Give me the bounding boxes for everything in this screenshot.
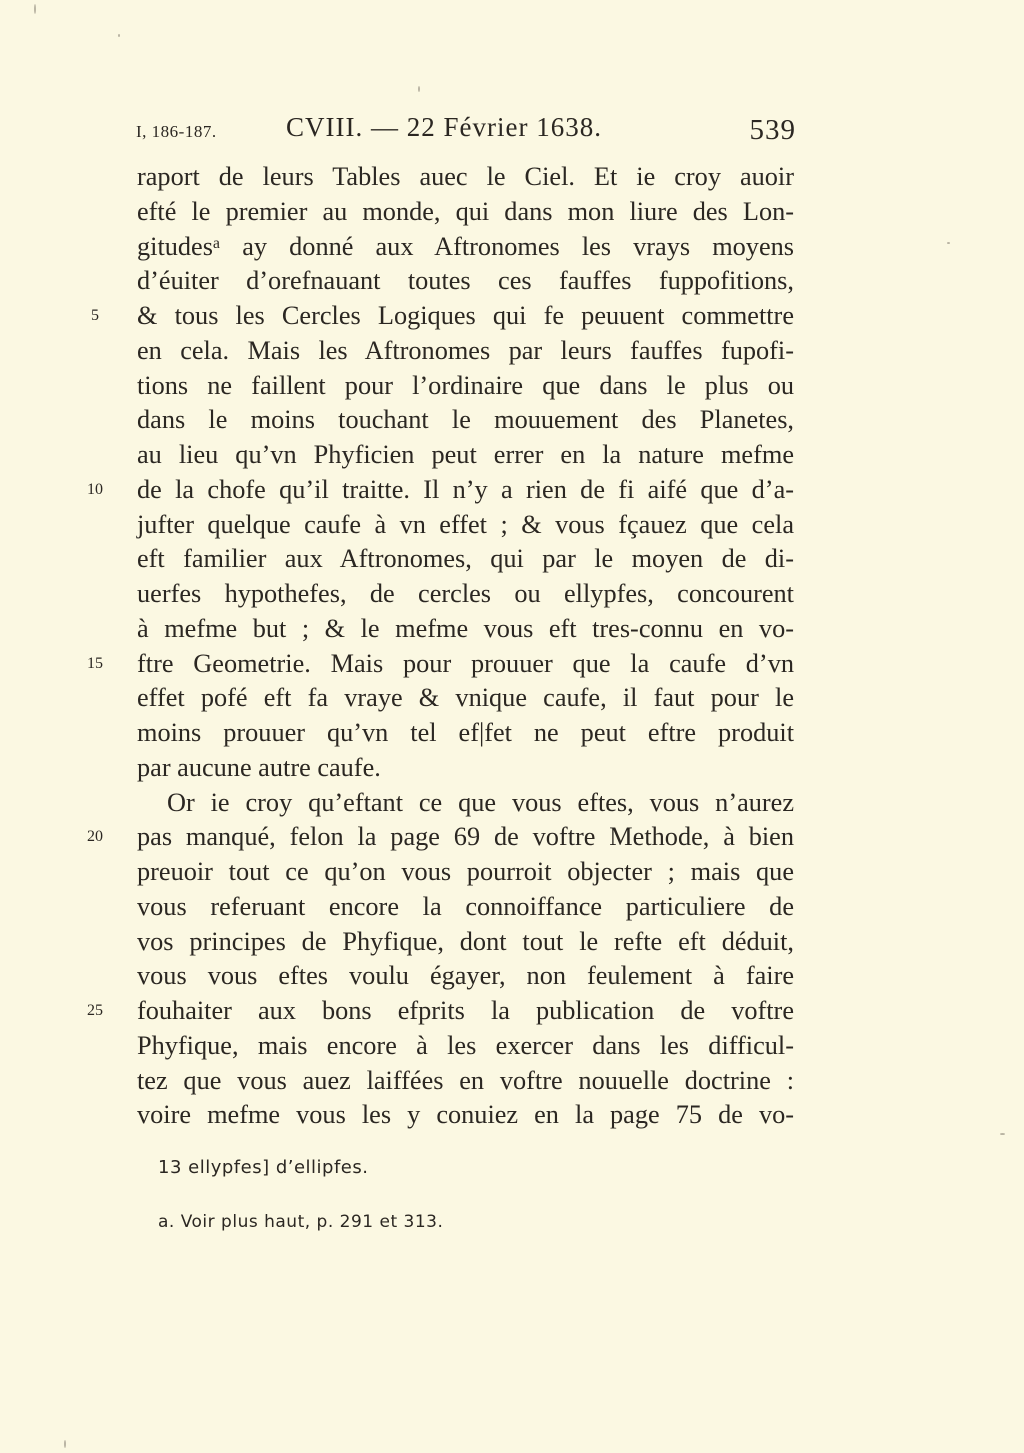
text-line — [137, 890, 794, 925]
text-line — [87, 647, 794, 682]
line-text: de la chofe qu’il traitte. Il n’y a rien de fi aifé que d’a- — [137, 474, 794, 504]
line-text: d’éuiter d’orefnauant toutes ces fauffes fuppofitions, — [137, 266, 794, 296]
paper-speck — [947, 242, 950, 244]
line-text: gitudesᵃ ay donné aux Aftronomes les vrays moyens — [137, 231, 794, 261]
text-line — [137, 264, 794, 299]
line-text: efté le premier au monde, qui dans mon liure des Lon- — [137, 196, 794, 226]
line-text: vous vous eftes voulu égayer, non feulement à faire — [137, 961, 794, 991]
text-line — [137, 959, 794, 994]
line-text: uerfes hypothefes, de cercles ou ellypfes, concourent — [137, 579, 794, 608]
line-text: vos principes de Phyfique, dont tout le refte eft déduit, — [137, 926, 794, 956]
text-line — [137, 716, 794, 751]
paper-speck — [118, 34, 120, 37]
line-text: Phyfique, mais encore à les exercer dans les difficul- — [137, 1030, 794, 1060]
text-line — [137, 786, 794, 821]
text-line — [137, 925, 794, 960]
line-text: voire mefme vous les y conuiez en la page 75 de vo- — [137, 1100, 794, 1130]
line-text: en cela. Mais les Aftronomes par leurs fauffes fupofi- — [137, 335, 794, 365]
line-text: par aucune autre caufe. — [137, 752, 381, 782]
text-line — [137, 612, 794, 647]
text-line — [137, 751, 794, 786]
line-text: dans le moins touchant le mouuement des Planetes, — [137, 405, 794, 435]
text-line — [87, 820, 794, 855]
line-text: moins prouuer qu’vn tel ef|fet ne peut eftre produit — [137, 718, 794, 747]
line-text: tez que vous auez laiffées en voftre nouuelle doctrine : — [137, 1065, 794, 1095]
text-line — [137, 855, 794, 890]
header-volume-ref: I, 186-187. — [136, 122, 217, 141]
footnote: a. Voir plus haut, p. 291 et 313. — [158, 1212, 444, 1232]
text-line — [137, 681, 794, 716]
text-line — [137, 1098, 794, 1133]
text-line — [87, 994, 794, 1029]
text-line — [137, 195, 794, 230]
paper-speck — [1000, 1133, 1005, 1135]
line-number: 5 — [91, 307, 99, 324]
text-line — [137, 508, 794, 543]
main-text-block — [87, 160, 794, 1133]
line-text: tions ne faillent pour l’ordinaire que dans le plus ou — [137, 370, 794, 400]
line-text: jufter quelque caufe à vn effet ; & vous fçauez que cela — [137, 509, 794, 539]
text-line — [137, 1029, 794, 1064]
paper-speck — [64, 1440, 66, 1448]
header-page-number: 539 — [749, 114, 796, 146]
variant-note: 13 ellypfes] d’ellipfes. — [158, 1157, 369, 1178]
line-text: à mefme but ; & le mefme vous eft tres-connu en vo- — [137, 613, 794, 643]
line-text: raport de leurs Tables auec le Ciel. Et ie croy auoir — [137, 162, 794, 191]
line-text: eft familier aux Aftronomes, qui par le moyen de di- — [137, 544, 794, 574]
text-line — [137, 542, 794, 577]
line-number: 25 — [87, 1002, 103, 1019]
text-line — [87, 473, 794, 508]
line-text: effet pofé eft fa vraye & vnique caufe, il faut pour le — [137, 683, 794, 713]
paper-speck — [418, 86, 420, 92]
line-text: Or ie croy qu’eftant ce que vous eftes, vous n’aurez — [167, 787, 794, 817]
line-text: au lieu qu’vn Phyficien peut errer en la nature mefme — [137, 440, 794, 469]
text-line — [137, 230, 794, 265]
text-line — [137, 160, 794, 195]
paper-speck — [34, 4, 36, 14]
text-line — [91, 299, 794, 334]
text-line — [137, 334, 794, 369]
text-line — [137, 403, 794, 438]
text-line — [137, 438, 794, 473]
line-text: vous referuant encore la connoiffance particuliere de — [137, 891, 794, 921]
line-number: 20 — [87, 828, 103, 846]
line-text: fouhaiter aux bons efprits la publication de voftre — [137, 996, 794, 1025]
line-text: ftre Geometrie. Mais pour prouuer que la caufe d’vn — [137, 648, 794, 678]
running-header — [0, 112, 1024, 152]
text-line — [137, 577, 794, 612]
line-number: 15 — [87, 654, 103, 672]
line-text: & tous les Cercles Logiques qui fe peuuent commettre — [137, 301, 794, 330]
header-letter-title: CVIII. — 22 Février 1638. — [286, 112, 602, 142]
line-number: 10 — [87, 480, 103, 498]
line-text: preuoir tout ce qu’on vous pourroit objecter ; mais que — [137, 857, 794, 886]
text-line — [137, 369, 794, 404]
line-text: pas manqué, felon la page 69 de voftre Methode, à bien — [137, 822, 794, 852]
text-line — [137, 1064, 794, 1099]
